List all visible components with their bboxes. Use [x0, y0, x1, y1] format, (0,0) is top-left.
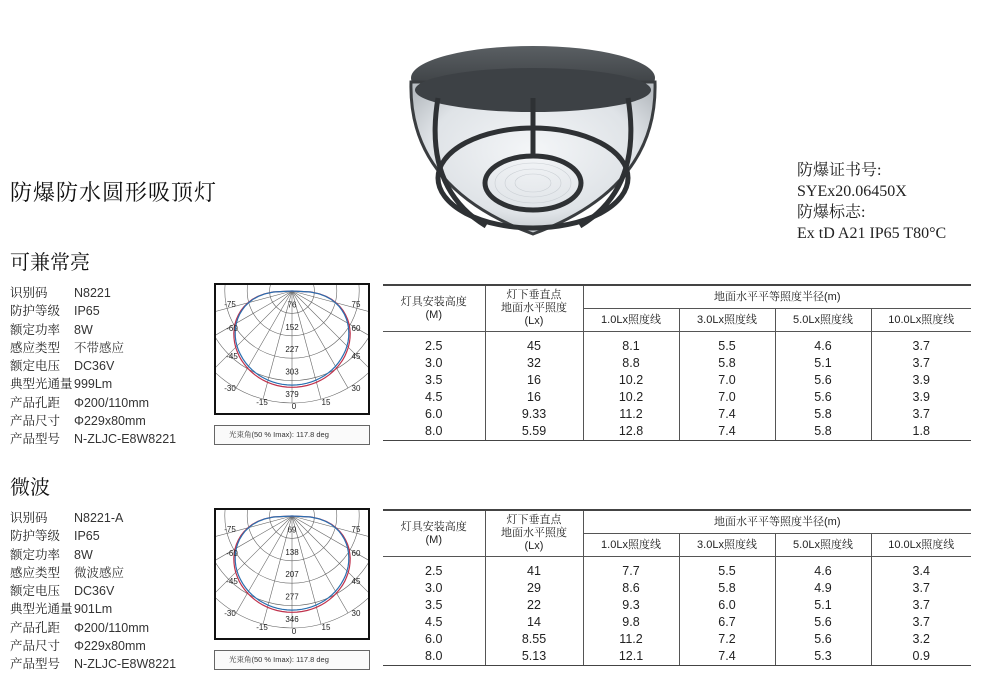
photometric-table — [383, 284, 971, 441]
polar-angle-label: 60 — [351, 549, 361, 558]
table-cell: 5.5 — [679, 557, 775, 581]
spec-label: 识别码 — [10, 511, 48, 525]
table-cell: 6.0 — [679, 597, 775, 614]
polar-value-label: 152 — [285, 322, 299, 332]
spec-row — [10, 412, 176, 430]
beam-angle-label: 光束角(50 % Imax): 117.8 deg — [214, 425, 370, 445]
table-cell: 5.1 — [775, 355, 871, 372]
table-cell: 3.7 — [871, 332, 971, 356]
spec-label: 防护等级 — [10, 304, 61, 319]
table-cell: 3.5 — [425, 373, 443, 387]
table-cell: 5.6 — [775, 389, 871, 406]
polar-angle-label: 30 — [351, 609, 361, 618]
polar-angle-label: -60 — [226, 549, 238, 558]
spec-value: Φ200/110mm — [74, 395, 150, 410]
spec-label: 防护等级 — [10, 529, 61, 544]
table-cell: 9.33 — [485, 406, 583, 423]
table-cell: 3.9 — [871, 389, 971, 406]
polar-distribution-chart — [214, 283, 370, 415]
spec-value: IP65 — [74, 529, 100, 544]
table-cell: 3.2 — [871, 631, 971, 648]
table-cell: 12.1 — [583, 648, 679, 666]
table-cell: 7.4 — [679, 406, 775, 423]
spec-label: 额定功率 — [10, 547, 61, 562]
polar-angle-label: 75 — [351, 525, 361, 534]
table-cell: 22 — [485, 597, 583, 614]
photometric-table — [383, 509, 971, 666]
spec-list — [10, 509, 176, 674]
table-row — [383, 648, 971, 666]
cert-label: 防爆证书号: — [797, 162, 882, 179]
table-cell: 45 — [485, 332, 583, 356]
header-radius-group: 地面水平平等照度半径(m) — [583, 510, 971, 534]
spec-value: N-ZLJC-E8W8221 — [74, 657, 177, 672]
polar-angle-label: -15 — [256, 623, 268, 632]
polar-value-label: 207 — [285, 570, 299, 580]
table-cell: 5.59 — [485, 423, 583, 441]
spec-row — [10, 509, 176, 527]
explosion-mark-label: 防爆标志: — [797, 204, 866, 221]
header-install-height: 灯具安装高度 (M) — [383, 285, 485, 332]
table-cell: 7.4 — [679, 648, 775, 666]
polar-angle-label: 75 — [351, 300, 361, 309]
table-cell: 29 — [485, 580, 583, 597]
polar-angle-label: 30 — [351, 384, 361, 393]
spec-row — [10, 302, 176, 320]
table-cell: 16 — [485, 372, 583, 389]
table-cell: 6.7 — [679, 614, 775, 631]
header-radius-col: 5.0Lx照度线 — [775, 534, 871, 557]
table-cell: 3.7 — [871, 580, 971, 597]
spec-value: 901Lm — [74, 602, 113, 617]
spec-row — [10, 600, 176, 618]
table-cell: 4.5 — [425, 390, 443, 404]
section-title-1: 微波 — [10, 477, 50, 499]
polar-angle-label: -30 — [224, 609, 236, 618]
polar-chart-svg — [216, 285, 368, 413]
table-cell: 3.7 — [871, 597, 971, 614]
table-cell: 0.9 — [871, 648, 971, 666]
spec-label: 感应类型 — [10, 565, 61, 580]
header-radius-col: 5.0Lx照度线 — [775, 309, 871, 332]
polar-angle-label: -45 — [226, 577, 238, 586]
table-cell: 4.6 — [775, 557, 871, 581]
polar-value-label: 277 — [285, 592, 299, 602]
explosion-mark-value: Ex tD A21 IP65 T80°C — [797, 225, 947, 242]
header-radius-col: 1.0Lx照度线 — [583, 309, 679, 332]
spec-value: 999Lm — [74, 377, 113, 392]
polar-angle-label: 60 — [351, 324, 361, 333]
table-cell: 8.55 — [485, 631, 583, 648]
spec-list — [10, 284, 176, 449]
table-cell: 11.2 — [583, 406, 679, 423]
spec-value: 8W — [74, 322, 93, 337]
table-cell: 3.7 — [871, 406, 971, 423]
header-radius-col: 3.0Lx照度线 — [679, 309, 775, 332]
polar-value-label: 69 — [287, 525, 297, 535]
polar-angle-label: -60 — [226, 324, 238, 333]
table-row — [383, 597, 971, 614]
spec-row — [10, 564, 176, 582]
spec-label: 产品型号 — [10, 432, 61, 447]
table-row — [383, 406, 971, 423]
spec-label: 感应类型 — [10, 340, 61, 355]
table-cell: 5.3 — [775, 648, 871, 666]
table-cell: 14 — [485, 614, 583, 631]
polar-angle-label: -45 — [226, 352, 238, 361]
header-vertical-lux: 灯下垂直点 地面水平照度 (Lx) — [485, 285, 583, 332]
spec-row — [10, 546, 176, 564]
table-cell: 4.9 — [775, 580, 871, 597]
table-cell: 6.0 — [425, 632, 443, 646]
spec-value: DC36V — [74, 359, 115, 374]
table-cell: 1.8 — [871, 423, 971, 441]
polar-angle-label: 15 — [321, 398, 331, 407]
spec-label: 产品孔距 — [10, 620, 61, 635]
table-cell: 9.3 — [583, 597, 679, 614]
table-cell: 12.8 — [583, 423, 679, 441]
table-cell: 2.5 — [425, 564, 443, 578]
spec-label: 产品尺寸 — [10, 639, 61, 654]
spec-label: 识别码 — [10, 286, 48, 300]
table-cell: 5.6 — [775, 372, 871, 389]
table-cell: 5.1 — [775, 597, 871, 614]
table-cell: 7.7 — [583, 557, 679, 581]
polar-angle-label: -15 — [256, 398, 268, 407]
table-cell: 5.5 — [679, 332, 775, 356]
spec-value: N8221 — [74, 286, 111, 300]
spec-row — [10, 430, 176, 448]
table-cell: 8.6 — [583, 580, 679, 597]
table-row — [383, 355, 971, 372]
table-cell: 41 — [485, 557, 583, 581]
spec-value: IP65 — [74, 304, 100, 319]
spec-row — [10, 582, 176, 600]
spec-row — [10, 637, 176, 655]
spec-row — [10, 321, 176, 339]
table-row — [383, 389, 971, 406]
table-row — [383, 631, 971, 648]
table-row — [383, 557, 971, 581]
table-cell: 4.6 — [775, 332, 871, 356]
spec-value: 8W — [74, 547, 93, 562]
spec-value: Φ229x80mm — [74, 414, 146, 429]
polar-value-label: 346 — [285, 615, 299, 624]
spec-row — [10, 527, 176, 545]
certificate-block — [797, 160, 946, 244]
table-cell: 7.4 — [679, 423, 775, 441]
table-cell: 16 — [485, 389, 583, 406]
header-radius-col: 10.0Lx照度线 — [871, 309, 971, 332]
spec-row — [10, 375, 176, 393]
table-cell: 7.2 — [679, 631, 775, 648]
table-cell: 32 — [485, 355, 583, 372]
spec-value: Φ200/110mm — [74, 620, 150, 635]
spec-label: 额定电压 — [10, 584, 61, 599]
spec-label: 额定电压 — [10, 359, 61, 374]
table-cell: 9.8 — [583, 614, 679, 631]
polar-value-label: 379 — [285, 390, 299, 399]
table-cell: 8.0 — [383, 423, 485, 441]
table-row — [383, 580, 971, 597]
spec-row — [10, 339, 176, 357]
table-cell: 3.0 — [425, 581, 443, 595]
polar-angle-label: 45 — [351, 352, 361, 361]
product-lamp-image — [398, 38, 668, 238]
spec-row — [10, 357, 176, 375]
table-cell: 7.0 — [679, 389, 775, 406]
table-row — [383, 372, 971, 389]
table-row — [383, 614, 971, 631]
spec-label: 典型光通量 — [10, 602, 73, 617]
polar-value-label: 76 — [287, 300, 297, 310]
table-cell: 10.2 — [583, 372, 679, 389]
table-cell: 2.5 — [425, 339, 443, 353]
table-cell: 3.0 — [425, 356, 443, 370]
page-title: 防爆防水圆形吸顶灯 — [10, 180, 218, 205]
spec-value: 不带感应 — [74, 340, 125, 355]
table-row — [383, 332, 971, 356]
table-cell: 4.5 — [425, 615, 443, 629]
table-cell: 10.2 — [583, 389, 679, 406]
header-radius-col: 1.0Lx照度线 — [583, 534, 679, 557]
header-radius-col: 10.0Lx照度线 — [871, 534, 971, 557]
spec-label: 产品型号 — [10, 657, 61, 672]
polar-angle-label: 15 — [321, 623, 331, 632]
polar-angle-label: -75 — [224, 525, 236, 534]
spec-label: 产品孔距 — [10, 395, 61, 410]
spec-row — [10, 284, 176, 302]
spec-label: 额定功率 — [10, 322, 61, 337]
table-cell: 8.0 — [383, 648, 485, 666]
table-cell: 3.4 — [871, 557, 971, 581]
polar-value-label: 303 — [285, 367, 299, 377]
table-cell: 3.9 — [871, 372, 971, 389]
cert-number: SYEx20.06450X — [797, 183, 907, 200]
table-cell: 3.7 — [871, 355, 971, 372]
table-cell: 11.2 — [583, 631, 679, 648]
polar-angle-label: -75 — [224, 300, 236, 309]
table-cell: 5.8 — [679, 355, 775, 372]
header-radius-col: 3.0Lx照度线 — [679, 534, 775, 557]
polar-angle-label: 0 — [291, 402, 297, 411]
header-radius-group: 地面水平平等照度半径(m) — [583, 285, 971, 309]
spec-label: 典型光通量 — [10, 377, 73, 392]
table-cell: 7.0 — [679, 372, 775, 389]
section-title-0: 可兼常亮 — [10, 252, 90, 274]
table-cell: 8.8 — [583, 355, 679, 372]
polar-chart-svg — [216, 510, 368, 638]
polar-angle-label: 45 — [351, 577, 361, 586]
table-cell: 8.1 — [583, 332, 679, 356]
spec-value: N-ZLJC-E8W8221 — [74, 432, 177, 447]
polar-angle-label: 0 — [291, 627, 297, 636]
polar-value-label: 138 — [285, 547, 299, 557]
table-cell: 5.8 — [775, 423, 871, 441]
polar-angle-label: -30 — [224, 384, 236, 393]
spec-row — [10, 655, 176, 673]
spec-value: DC36V — [74, 584, 115, 599]
spec-value: 微波感应 — [74, 565, 125, 580]
polar-distribution-chart — [214, 508, 370, 640]
header-vertical-lux: 灯下垂直点 地面水平照度 (Lx) — [485, 510, 583, 557]
spec-row — [10, 394, 176, 412]
spec-label: 产品尺寸 — [10, 414, 61, 429]
table-cell: 3.5 — [425, 598, 443, 612]
table-cell: 5.13 — [485, 648, 583, 666]
table-row — [383, 423, 971, 441]
polar-value-label: 227 — [285, 345, 299, 355]
spec-value: Φ229x80mm — [74, 639, 146, 654]
spec-value: N8221-A — [74, 511, 124, 525]
header-install-height: 灯具安装高度 (M) — [383, 510, 485, 557]
table-cell: 6.0 — [425, 407, 443, 421]
table-cell: 5.8 — [775, 406, 871, 423]
spec-row — [10, 619, 176, 637]
table-cell: 5.6 — [775, 614, 871, 631]
table-cell: 3.7 — [871, 614, 971, 631]
table-cell: 5.8 — [679, 580, 775, 597]
beam-angle-label: 光束角(50 % Imax): 117.8 deg — [214, 650, 370, 670]
table-cell: 5.6 — [775, 631, 871, 648]
